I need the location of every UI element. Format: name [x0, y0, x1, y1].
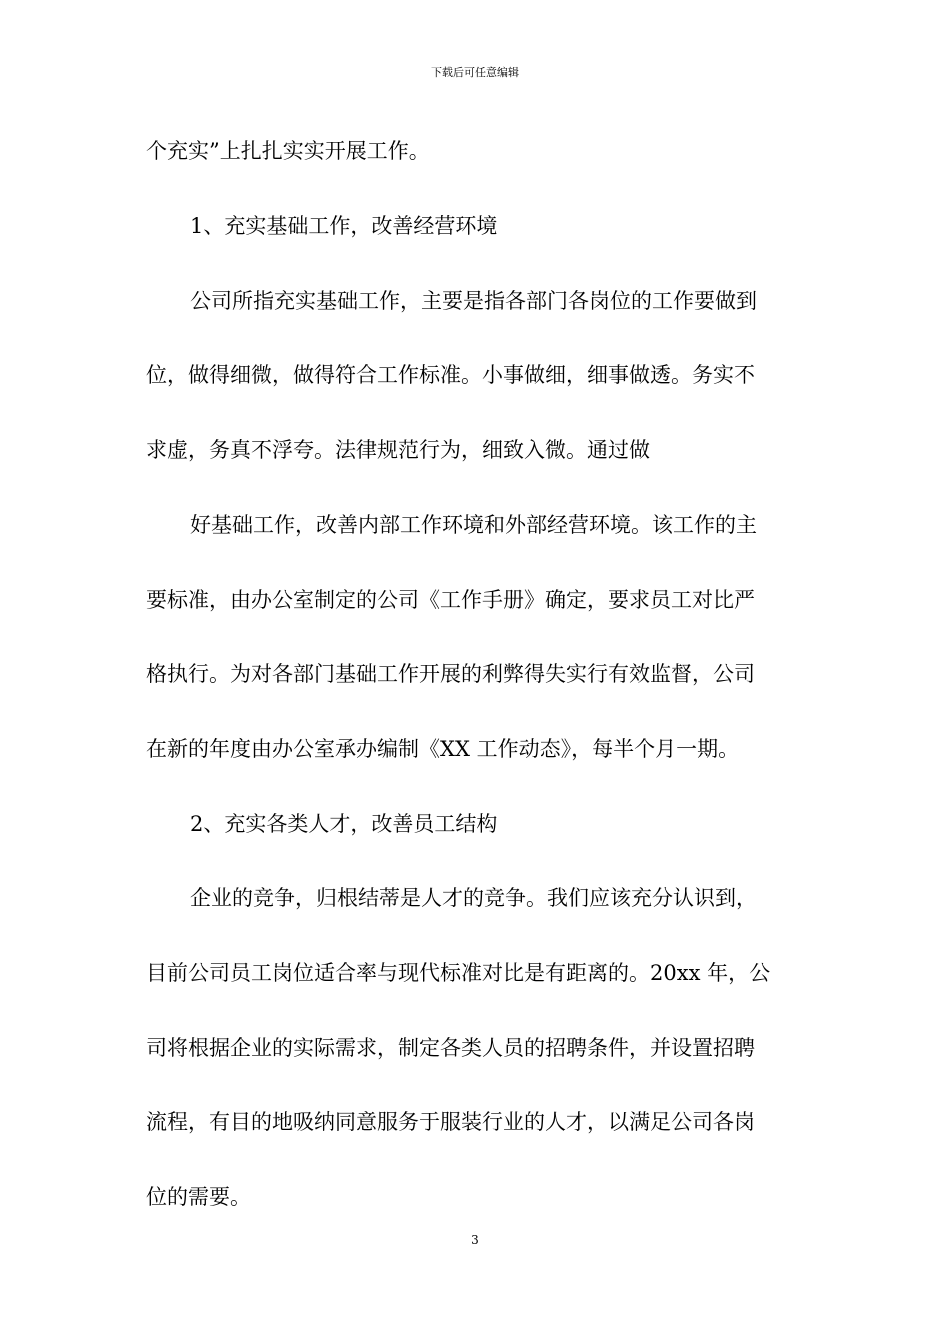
- text-line: 位的需要。: [146, 1185, 251, 1209]
- section-heading: 1、充实基础工作，改善经营环境: [190, 214, 498, 238]
- text-line: 目前公司员工岗位适合率与现代标准对比是有距离的。20xx 年，公: [146, 961, 771, 985]
- section-heading: 2、充实各类人才，改善员工结构: [190, 812, 498, 836]
- text-line: 流程，有目的地吸纳同意服务于服装行业的人才，以满足公司各岗: [146, 1110, 755, 1134]
- text-line: 好基础工作，改善内部工作环境和外部经营环境。该工作的主: [190, 513, 757, 537]
- text-line: 企业的竞争，归根结蒂是人才的竞争。我们应该充分认识到，: [190, 886, 757, 910]
- text-line: 公司所指充实基础工作，主要是指各部门各岗位的工作要做到: [190, 289, 757, 313]
- text-line: 求虚，务真不浮夸。法律规范行为，细致入微。通过做: [146, 438, 650, 462]
- page-number: 3: [471, 1233, 479, 1247]
- page-header: 下载后可任意编辑: [431, 66, 519, 79]
- text-line: 格执行。为对各部门基础工作开展的利弊得失实行有效监督，公司: [146, 662, 755, 686]
- text-line: 在新的年度由办公室承办编制《XX 工作动态》，每半个月一期。: [146, 737, 740, 761]
- text-line: 个充实”上扎扎实实开展工作。: [146, 139, 430, 163]
- text-line: 位，做得细微，做得符合工作标准。小事做细，细事做透。务实不: [146, 363, 755, 387]
- text-line: 司将根据企业的实际需求，制定各类人员的招聘条件，并设置招聘: [146, 1036, 755, 1060]
- text-line: 要标准，由办公室制定的公司《工作手册》确定，要求员工对比严: [146, 588, 755, 612]
